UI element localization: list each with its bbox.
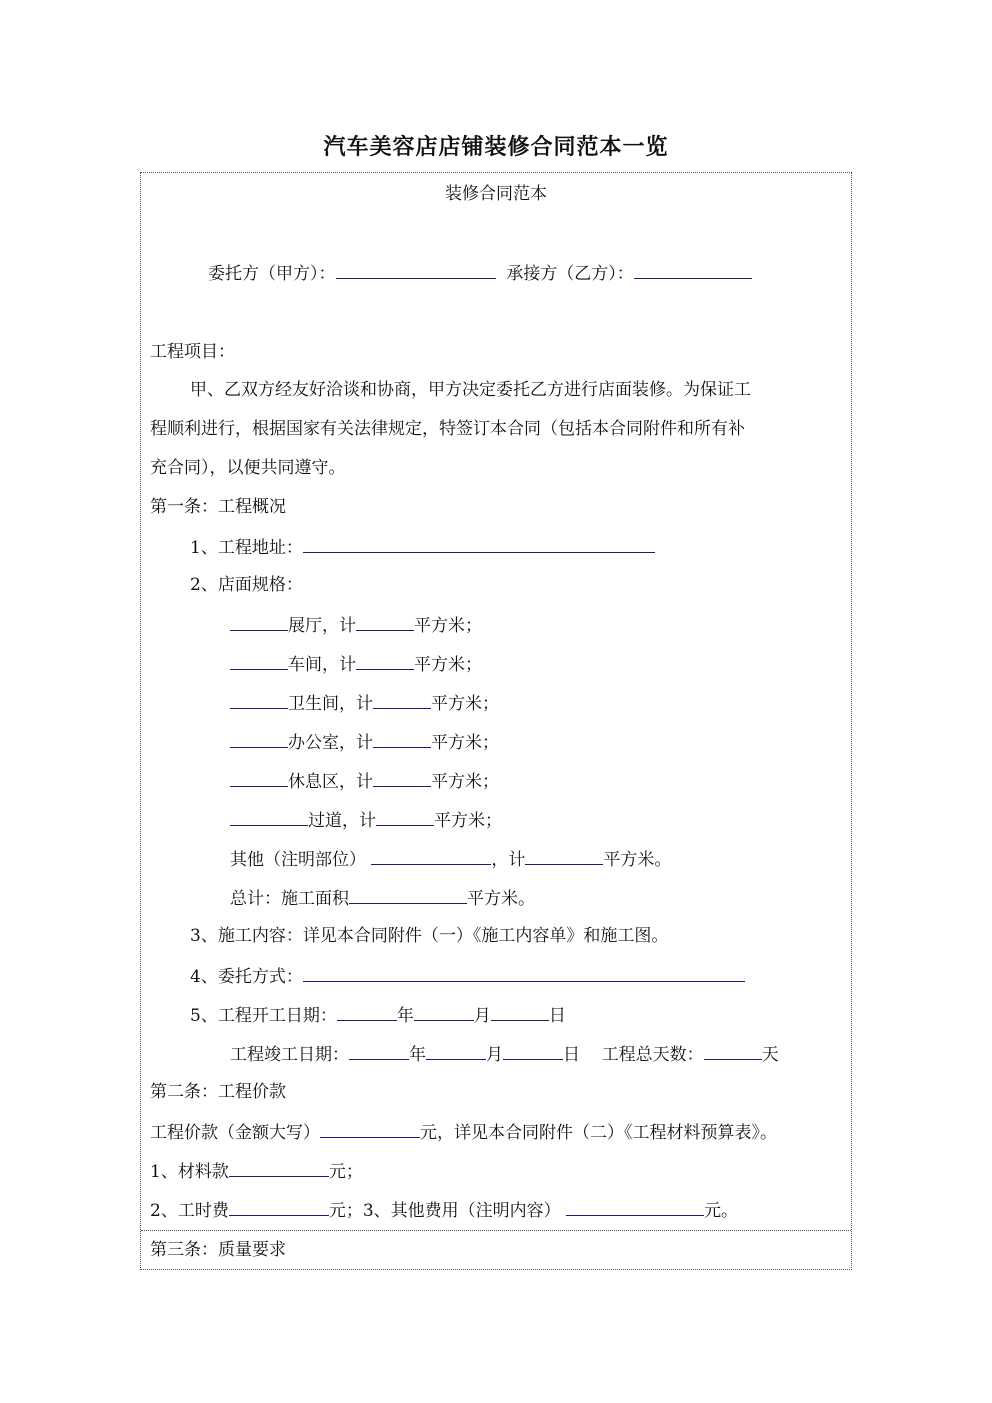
parties-line [208, 262, 752, 284]
room-name: 车间，计 [288, 655, 356, 675]
contract-table [140, 172, 852, 1270]
start-month-field[interactable] [414, 1004, 474, 1021]
other-location-field[interactable] [371, 848, 491, 865]
materials-line [150, 1160, 363, 1182]
day-label: 日 [563, 1045, 580, 1065]
area-unit: 平方米； [431, 694, 499, 714]
month-label: 月 [486, 1045, 503, 1065]
room-name: 过道，计 [308, 811, 376, 831]
end-date-label: 工程竣工日期： [230, 1045, 349, 1065]
room-area-field[interactable] [373, 731, 431, 748]
price-field[interactable] [320, 1121, 420, 1138]
room-count-field[interactable] [230, 770, 288, 787]
month-label: 月 [473, 1006, 491, 1026]
room-name: 展厅，计 [288, 616, 356, 636]
spec-label: 2、店面规格： [190, 575, 303, 595]
room-workshop [230, 653, 482, 675]
start-date-line [190, 1004, 566, 1026]
room-area-field[interactable] [356, 614, 414, 631]
other-area-line [230, 848, 671, 870]
party-a-field[interactable] [336, 262, 496, 279]
year-label: 年 [396, 1006, 414, 1026]
intro-line-2: 程顺利进行，根据国家有关法律规定，特签订本合同（包括本合同附件和所有补 [150, 419, 745, 439]
room-area-field[interactable] [373, 692, 431, 709]
document-title: 汽车美容店店铺装修合同范本一览 [323, 134, 669, 160]
area-unit: 平方米。 [603, 850, 672, 870]
intro-line-3: 充合同），以便共同遵守。 [150, 458, 346, 478]
room-office [230, 731, 499, 753]
table-divider [141, 1230, 851, 1231]
area-unit: 平方米； [431, 772, 499, 792]
other-mid: ，计 [491, 850, 526, 870]
room-name: 办公室，计 [288, 733, 373, 753]
price-label: 工程价款（金额大写） [150, 1123, 320, 1143]
end-day-field[interactable] [503, 1043, 563, 1060]
method-line [190, 965, 745, 987]
total-label: 总计：施工面积 [230, 889, 349, 909]
materials-field[interactable] [229, 1160, 329, 1177]
other-fee-label: 元；3、其他费用（注明内容） [328, 1201, 561, 1221]
start-date-label: 5、工程开工日期： [190, 1006, 337, 1026]
total-area-line [230, 887, 535, 909]
price-suffix: 元，详见本合同附件（二）《工程材料预算表》。 [420, 1123, 777, 1143]
room-name: 休息区，计 [288, 772, 373, 792]
day-label: 日 [548, 1006, 566, 1026]
other-label: 其他（注明部位） [230, 850, 366, 870]
labor-field[interactable] [229, 1199, 329, 1216]
area-unit: 平方米； [434, 811, 502, 831]
price-line [150, 1121, 777, 1143]
room-restroom [230, 692, 499, 714]
room-count-field[interactable] [230, 731, 288, 748]
room-area-field[interactable] [356, 653, 414, 670]
project-label: 工程项目： [150, 342, 235, 362]
start-year-field[interactable] [337, 1004, 397, 1021]
yuan-label: 元。 [704, 1201, 739, 1221]
room-count-field[interactable] [230, 692, 288, 709]
fees-line [150, 1199, 738, 1221]
yuan-label: 元； [328, 1162, 363, 1182]
party-b-label: 承接方（乙方）： [506, 264, 634, 284]
room-count-field[interactable] [230, 809, 308, 826]
contract-subtitle: 装修合同范本 [445, 184, 547, 204]
room-count-field[interactable] [230, 614, 288, 631]
room-count-field[interactable] [230, 653, 288, 670]
room-name: 卫生间，计 [288, 694, 373, 714]
room-lounge [230, 770, 499, 792]
year-label: 年 [409, 1045, 426, 1065]
area-unit: 平方米。 [467, 889, 535, 909]
area-unit: 平方米； [414, 655, 482, 675]
total-area-field[interactable] [349, 887, 467, 904]
address-label: 1、工程地址： [190, 538, 303, 558]
party-a-label: 委托方（甲方）： [208, 264, 336, 284]
address-field[interactable] [303, 536, 655, 553]
address-line [190, 536, 655, 558]
other-fee-field[interactable] [566, 1199, 704, 1216]
area-unit: 平方米； [414, 616, 482, 636]
start-day-field[interactable] [491, 1004, 549, 1021]
article-3-heading: 第三条：质量要求 [150, 1240, 286, 1260]
room-corridor [230, 809, 502, 831]
other-area-field[interactable] [525, 848, 603, 865]
room-showroom [230, 614, 482, 636]
total-days-field[interactable] [704, 1043, 762, 1060]
method-label: 4、委托方式： [190, 967, 303, 987]
materials-label: 1、材料款 [150, 1162, 229, 1182]
labor-label: 2、工时费 [150, 1201, 229, 1221]
end-date-line [230, 1043, 779, 1065]
room-area-field[interactable] [376, 809, 434, 826]
days-unit: 天 [761, 1045, 779, 1065]
end-month-field[interactable] [426, 1043, 486, 1060]
method-field[interactable] [303, 965, 745, 982]
room-area-field[interactable] [373, 770, 431, 787]
article-1-heading: 第一条：工程概况 [150, 497, 286, 517]
party-b-field[interactable] [634, 262, 752, 279]
article-2-heading: 第二条：工程价款 [150, 1082, 286, 1102]
intro-line-1: 甲、乙双方经友好洽谈和协商，甲方决定委托乙方进行店面装修。为保证工 [190, 380, 751, 400]
area-unit: 平方米； [431, 733, 499, 753]
construction-content: 3、施工内容：详见本合同附件（一）《施工内容单》和施工图。 [190, 926, 669, 946]
end-year-field[interactable] [349, 1043, 409, 1060]
total-days-label: 工程总天数： [601, 1045, 704, 1065]
